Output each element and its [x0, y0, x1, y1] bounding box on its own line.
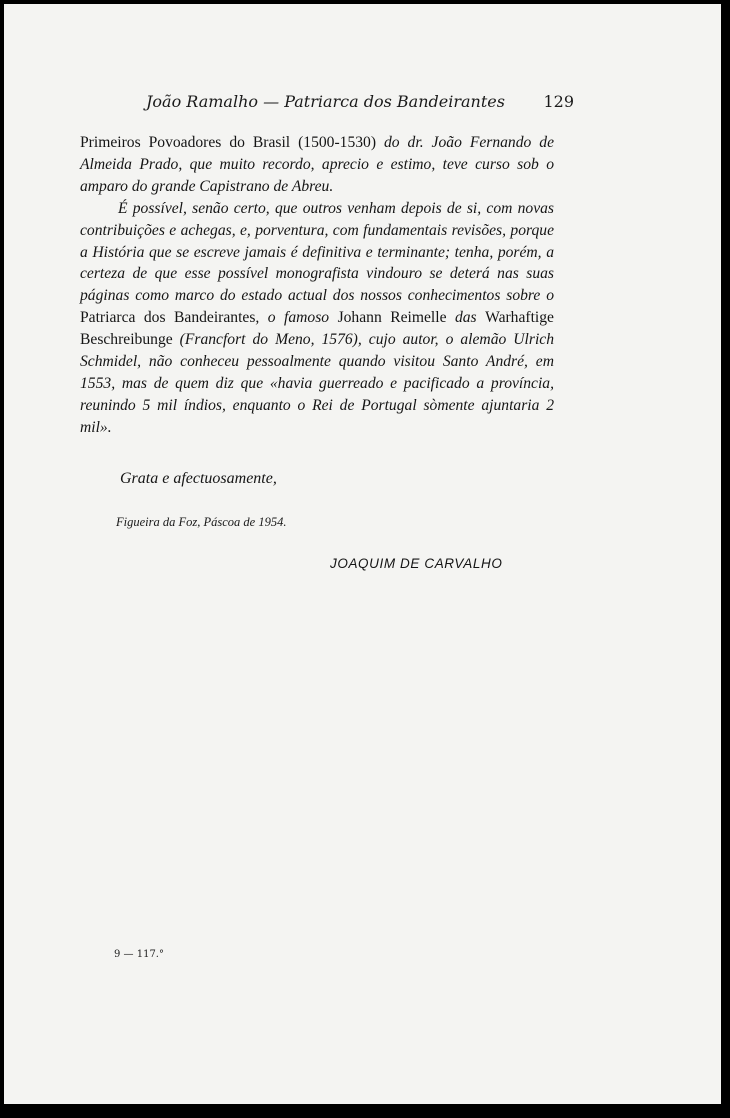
paragraph-2-text-c: das [446, 309, 486, 327]
paragraph-1-text: do dr. João Fernando de Almeida Prado, que muito recordo, aprecio e estimo, teve curso sob o amparo do grande Capistrano de Abreu. [80, 134, 555, 195]
paragraph-2-text-a: É possível, senão certo, que outros venham depois de si, com novas contribuições e achegas, e, porventura, com fundamentais revisões, porque a História que se escreve jamais é definitiva e terminante; tenha, porém, a certeza de que esse possível monografista vindouro se deterá nas suas páginas como marco do estado actual dos nossos conhecimentos sobre o [80, 199, 554, 305]
book-title: Primeiros Povoadores do Brasil (1500-1530) [80, 134, 377, 151]
running-header [146, 92, 574, 111]
signature-mark: 9 — 117.° [114, 949, 164, 960]
page-number: 129 [543, 92, 574, 111]
dateline: Figueira da Foz, Páscoa de 1954. [116, 515, 287, 529]
running-title: João Ramalho — Patriarca dos Bandeirantes [146, 92, 505, 111]
paragraph-2-upright-b: Johann Reimelle [337, 309, 447, 327]
paragraph-2-text-b: , o famoso [255, 309, 338, 327]
paragraph-2-text-d: (Francfort do Meno, 1576), cujo autor, o alemão Ulrich Schmidel, não conheceu pessoalmente quando visitou Santo André, em 1553, mas de quem diz que «havia guerreado e pacificado a província, reunindo 5 mil índios, enquanto o Rei de Portugal sòmente ajuntaria 2 mil». [80, 331, 554, 436]
document-page [4, 4, 721, 1110]
body-text [80, 132, 554, 439]
paragraph-2-upright-a: Patriarca dos Bandeirantes [80, 309, 256, 327]
paragraph-2-upright-c: Warhaftige Beschreibunge [80, 309, 554, 349]
signature: JOAQUIM DE CARVALHO [330, 556, 503, 571]
paragraph-1 [80, 132, 554, 198]
closing-salutation: Grata e afectuosamente, [120, 470, 277, 487]
paragraph-2 [80, 198, 554, 439]
